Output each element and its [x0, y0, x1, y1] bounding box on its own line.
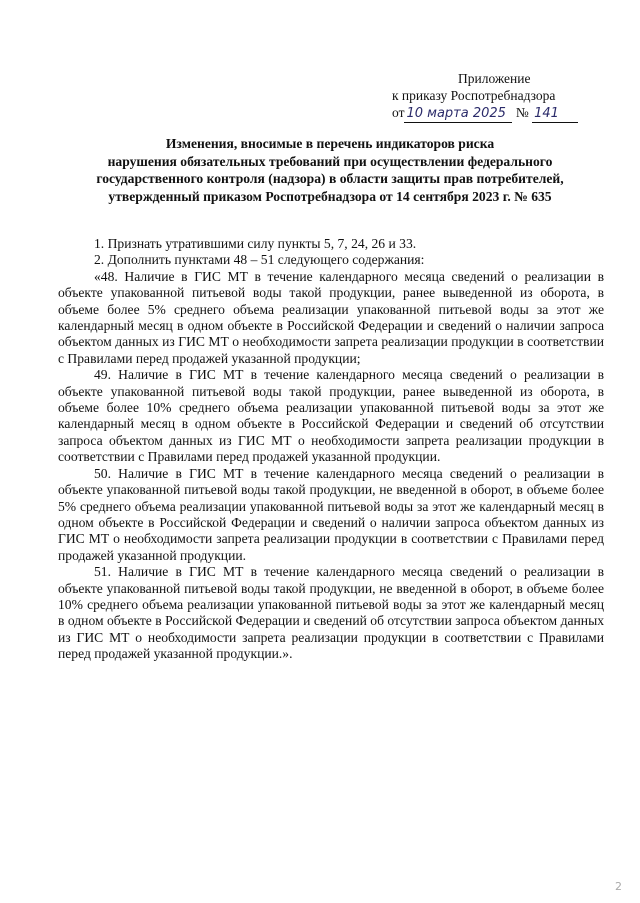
title-line: Изменения, вносимые в перечень индикаторов риска [165, 136, 495, 151]
appendix-label: Приложение [458, 71, 531, 86]
appendix-date-line [392, 104, 602, 123]
title-line: нарушения обязательных требований при осуществлении федерального [107, 153, 553, 169]
paragraph-item-50: 50. Наличие в ГИС МТ в течение календарного месяца сведений о реализации в объекте упакованной питьевой воды такой продукции, не введенной в оборот, в объеме более 5% среднего объема реализации упакованной питьевой воды за этот же календарный месяц в одном объекте в Российской Федерации и сведений о наличии запроса объектом данных из ГИС МТ о необходимости запрета реализации продукции в соответствии с Правилами перед продажей указанной продукции. [58, 465, 604, 563]
paragraph-item-1: 1. Признать утратившими силу пункты 5, 7, 24, 26 и 33. [94, 236, 417, 251]
paragraph-item-48: «48. Наличие в ГИС МТ в течение календарного месяца сведений о реализации в объекте упакованной питьевой воды такой продукции, ранее выведенной из оборота, в объеме более 5% среднего объема реализации упакованной питьевой воды за этот же календарный месяц в одном объекте в Российской Федерации и сведений о наличии запроса объектом данных из ГИС МТ о необходимости запрета реализации продукции в соответствии с Правилами перед продажей указанной продукции; [58, 268, 604, 366]
title-line: государственного контроля (надзора) в области защиты прав потребителей, [96, 171, 564, 186]
paragraph-item-49: 49. Наличие в ГИС МТ в течение календарного месяца сведений о реализации в объекте упакованной питьевой воды такой продукции, ранее выведенной из оборота, в объеме более 10% среднего объема реализации упакованной питьевой воды за этот же календарный месяц в одном объекте в Российской Федерации и сведений об отсутствии запроса объектом данных из ГИС МТ о необходимости запрета реализации продукции в соответствии с Правилами перед продажей указанной продукции. [58, 367, 604, 465]
handwritten-number: 141 [532, 105, 578, 123]
document-body [58, 236, 604, 663]
paragraph-item-51: 51. Наличие в ГИС МТ в течение календарного месяца сведений о реализации в объекте упакованной питьевой воды такой продукции, не введенной в оборот, в объеме более 10% среднего объема реализации упакованной питьевой воды за этот же календарный месяц в одном объекте в Российской Федерации и сведений об отсутствии запроса объектом данных из ГИС МТ о необходимости запрета реализации продукции в соответствии с Правилами перед продажей указанной продукции.». [58, 564, 604, 662]
title-line: утвержденный приказом Роспотребнадзора от 14 сентября 2023 г. № 635 [108, 188, 552, 204]
paragraph-item-2: 2. Дополнить пунктами 48 – 51 следующего содержания: [94, 252, 425, 268]
handwritten-date: 10 марта 2025 [404, 105, 512, 123]
appendix-order-ref: к приказу Роспотребнадзора [392, 88, 556, 103]
page-number: 2 [615, 880, 622, 893]
appendix-header [392, 70, 602, 123]
document-title [60, 135, 600, 205]
number-label: № [515, 105, 529, 120]
date-prefix: от [392, 105, 405, 120]
